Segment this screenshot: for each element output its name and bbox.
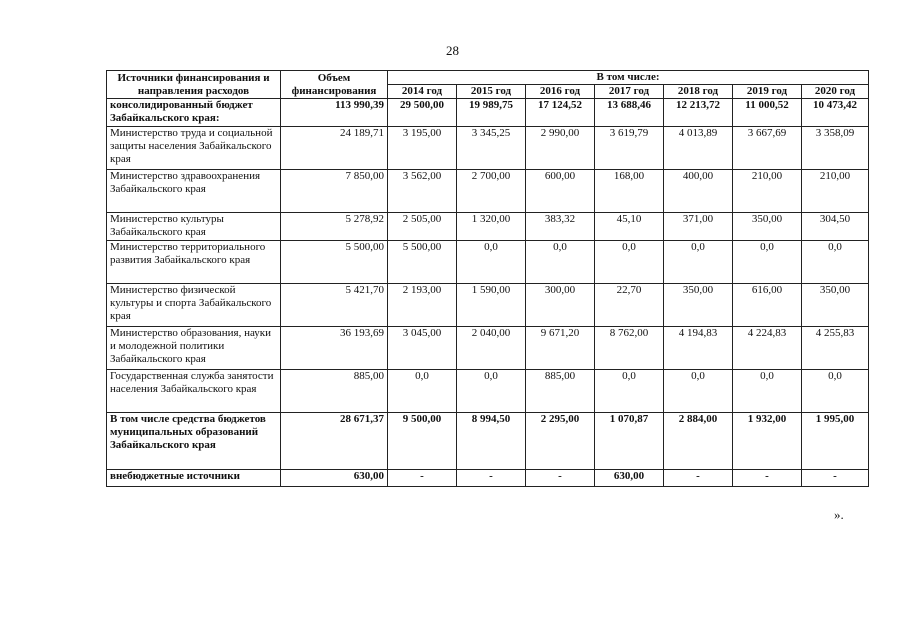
cell-year-value: -: [388, 470, 457, 487]
cell-year-value: 0,0: [595, 241, 664, 284]
cell-year-value: 600,00: [526, 170, 595, 213]
cell-year-value: 0,0: [457, 370, 526, 413]
row-name: Министерство физической культуры и спорта Забайкальского края: [107, 284, 281, 327]
cell-year-value: 2 040,00: [457, 327, 526, 370]
header-year: 2014 год: [388, 85, 457, 99]
cell-year-value: 9 500,00: [388, 413, 457, 470]
table-row: [107, 127, 869, 170]
cell-year-value: 5 500,00: [388, 241, 457, 284]
cell-year-value: 29 500,00: [388, 99, 457, 127]
table-row: [107, 241, 869, 284]
cell-year-value: -: [664, 470, 733, 487]
cell-year-value: 383,32: [526, 213, 595, 241]
cell-year-value: 0,0: [595, 370, 664, 413]
row-name: Министерство территориального развития Забайкальского края: [107, 241, 281, 284]
cell-year-value: 4 224,83: [733, 327, 802, 370]
table-row: [107, 170, 869, 213]
closing-quote: ».: [834, 507, 844, 522]
row-name: Министерство труда и социальной защиты населения Забайкальского края: [107, 127, 281, 170]
cell-year-value: 2 990,00: [526, 127, 595, 170]
cell-year-value: 2 700,00: [457, 170, 526, 213]
cell-year-value: 0,0: [733, 241, 802, 284]
cell-year-value: -: [526, 470, 595, 487]
header-including: В том числе:: [388, 71, 869, 85]
cell-year-value: 12 213,72: [664, 99, 733, 127]
row-name: В том числе средства бюджетов муниципальных образований Забайкальского края: [107, 413, 281, 470]
financing-table: [106, 70, 869, 487]
cell-year-value: 22,70: [595, 284, 664, 327]
cell-year-value: 616,00: [733, 284, 802, 327]
cell-year-value: 10 473,42: [802, 99, 869, 127]
header-year: 2018 год: [664, 85, 733, 99]
cell-year-value: 4 194,83: [664, 327, 733, 370]
header-year: 2016 год: [526, 85, 595, 99]
cell-year-value: 0,0: [802, 241, 869, 284]
table-row: [107, 284, 869, 327]
page-number: 28: [446, 43, 459, 58]
cell-year-value: 0,0: [526, 241, 595, 284]
cell-year-value: 210,00: [733, 170, 802, 213]
cell-year-value: 13 688,46: [595, 99, 664, 127]
cell-year-value: 168,00: [595, 170, 664, 213]
cell-year-value: 3 562,00: [388, 170, 457, 213]
row-name: Министерство здравоохранения Забайкальского края: [107, 170, 281, 213]
cell-year-value: 2 884,00: [664, 413, 733, 470]
cell-year-value: 1 995,00: [802, 413, 869, 470]
cell-volume: 5 278,92: [281, 213, 388, 241]
cell-year-value: 3 345,25: [457, 127, 526, 170]
table-row: [107, 327, 869, 370]
cell-year-value: 3 358,09: [802, 127, 869, 170]
cell-volume: 5 421,70: [281, 284, 388, 327]
cell-year-value: 8 762,00: [595, 327, 664, 370]
cell-year-value: 8 994,50: [457, 413, 526, 470]
table-body: [107, 99, 869, 487]
cell-year-value: -: [457, 470, 526, 487]
cell-year-value: 300,00: [526, 284, 595, 327]
table-row: [107, 213, 869, 241]
cell-volume: 28 671,37: [281, 413, 388, 470]
cell-year-value: 19 989,75: [457, 99, 526, 127]
cell-year-value: 45,10: [595, 213, 664, 241]
cell-year-value: 2 295,00: [526, 413, 595, 470]
header-source: Источники финансирования и направления расходов: [107, 71, 281, 99]
row-name: внебюджетные источники: [107, 470, 281, 487]
cell-year-value: 0,0: [457, 241, 526, 284]
cell-year-value: 11 000,52: [733, 99, 802, 127]
cell-year-value: 4 013,89: [664, 127, 733, 170]
cell-year-value: 0,0: [802, 370, 869, 413]
cell-volume: 885,00: [281, 370, 388, 413]
header-year: 2019 год: [733, 85, 802, 99]
cell-year-value: 350,00: [733, 213, 802, 241]
cell-year-value: 400,00: [664, 170, 733, 213]
cell-year-value: 350,00: [664, 284, 733, 327]
table-row: [107, 470, 869, 487]
cell-volume: 630,00: [281, 470, 388, 487]
cell-year-value: 1 320,00: [457, 213, 526, 241]
cell-year-value: 350,00: [802, 284, 869, 327]
cell-year-value: 3 619,79: [595, 127, 664, 170]
row-name: Министерство культуры Забайкальского края: [107, 213, 281, 241]
cell-year-value: 371,00: [664, 213, 733, 241]
header-year: 2017 год: [595, 85, 664, 99]
header-volume: Объем финансирования: [281, 71, 388, 99]
cell-year-value: 0,0: [664, 241, 733, 284]
cell-year-value: -: [733, 470, 802, 487]
cell-volume: 36 193,69: [281, 327, 388, 370]
cell-year-value: 0,0: [388, 370, 457, 413]
table-row: [107, 99, 869, 127]
table-row: [107, 370, 869, 413]
cell-year-value: 210,00: [802, 170, 869, 213]
cell-year-value: 1 590,00: [457, 284, 526, 327]
cell-year-value: 0,0: [733, 370, 802, 413]
cell-year-value: 1 932,00: [733, 413, 802, 470]
cell-year-value: 3 195,00: [388, 127, 457, 170]
row-name: Министерство образования, науки и молодежной политики Забайкальского края: [107, 327, 281, 370]
cell-year-value: 3 667,69: [733, 127, 802, 170]
cell-year-value: 885,00: [526, 370, 595, 413]
header-year: 2015 год: [457, 85, 526, 99]
cell-year-value: 1 070,87: [595, 413, 664, 470]
cell-volume: 24 189,71: [281, 127, 388, 170]
cell-year-value: 630,00: [595, 470, 664, 487]
cell-year-value: 2 193,00: [388, 284, 457, 327]
row-name: консолидированный бюджет Забайкальского края:: [107, 99, 281, 127]
cell-year-value: 0,0: [664, 370, 733, 413]
cell-volume: 7 850,00: [281, 170, 388, 213]
cell-year-value: 4 255,83: [802, 327, 869, 370]
cell-volume: 5 500,00: [281, 241, 388, 284]
cell-year-value: 2 505,00: [388, 213, 457, 241]
table-header-row: [107, 71, 869, 85]
cell-volume: 113 990,39: [281, 99, 388, 127]
header-year: 2020 год: [802, 85, 869, 99]
row-name: Государственная служба занятости населения Забайкальского края: [107, 370, 281, 413]
cell-year-value: 304,50: [802, 213, 869, 241]
cell-year-value: 17 124,52: [526, 99, 595, 127]
cell-year-value: 9 671,20: [526, 327, 595, 370]
table-row: [107, 413, 869, 470]
cell-year-value: 3 045,00: [388, 327, 457, 370]
cell-year-value: -: [802, 470, 869, 487]
